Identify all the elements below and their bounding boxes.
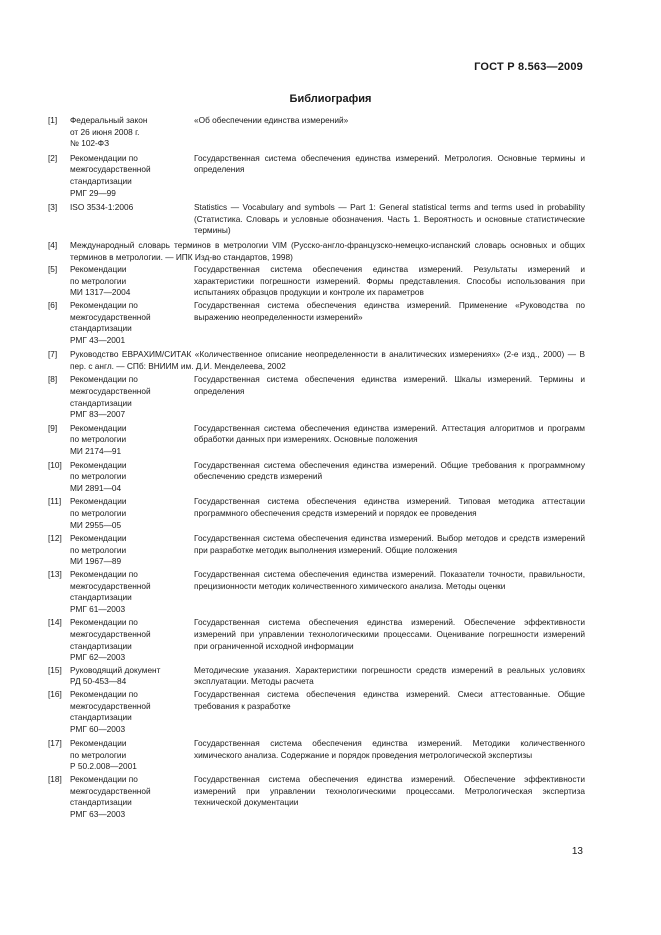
source-line: РМГ 29—99 <box>70 187 116 198</box>
entry-number: [4] <box>48 239 58 250</box>
entry-number: [9] <box>48 422 58 433</box>
entry-number: [2] <box>48 152 58 163</box>
entry-number: [5] <box>48 264 58 275</box>
source-line: Федеральный закон <box>70 115 148 125</box>
entry-number: [15] <box>48 664 62 675</box>
page-title: Библиография <box>289 93 372 105</box>
entry-number: [3] <box>48 202 58 213</box>
source-line: РМГ 63—2003 <box>70 808 126 819</box>
source-line: РМГ 43—2001 <box>70 334 126 345</box>
entry-source <box>70 300 194 346</box>
source-line: Рекомендации по <box>70 152 138 163</box>
source-line: Р 50.2.008—2001 <box>70 761 137 772</box>
entry-number: [8] <box>48 374 58 385</box>
source-line: межгосударственной <box>70 700 151 711</box>
bibliography-entry <box>48 423 585 458</box>
entry-description: Государственная система обеспечения единства измерений. Методики количественного химического анализа. Содержание и порядок проведения метрологической экспертизы <box>194 738 585 760</box>
source-line: межгосударственной <box>70 386 151 397</box>
entry-description: Государственная система обеспечения единства измерений. Выбор методов и средств измерений при разработке методик выполнения измерений. Общие положения <box>194 533 585 555</box>
bibliography-entry <box>48 460 585 495</box>
bibliography-entry <box>48 569 585 615</box>
entry-source <box>70 202 194 237</box>
entry-description: Государственная система обеспечения единства измерений. Результаты измерений и характеристики погрешности измерений. Формы представления. Способы использования при испытаниях образцов продукции и контроле их параметров <box>194 264 585 298</box>
entry-source <box>70 617 194 663</box>
source-line: межгосударственной <box>70 164 151 175</box>
entry-source <box>70 738 194 773</box>
source-line: межгосударственной <box>70 628 151 639</box>
source-line: РМГ 62—2003 <box>70 652 126 663</box>
entry-number: [17] <box>48 738 62 749</box>
source-line: ISO 3534-1:2006 <box>70 202 134 213</box>
bibliography-entry <box>48 738 585 773</box>
standard-header: ГОСТ Р 8.563—2009 <box>474 61 583 73</box>
entry-source <box>70 774 194 820</box>
source-line: МИ 2174—91 <box>70 446 122 457</box>
source-line: РМГ 61—2003 <box>70 603 126 614</box>
entry-number: [18] <box>48 774 62 785</box>
entry-number: [10] <box>48 459 62 470</box>
bibliography-entry <box>48 374 585 420</box>
source-line: Рекомендации <box>70 496 127 507</box>
entry-description: Государственная система обеспечения единства измерений. Типовая методика аттестации программного обеспечения средств измерений и порядок ее проведения <box>194 496 585 518</box>
source-line: РМГ 60—2003 <box>70 723 126 734</box>
entry-source <box>70 264 194 299</box>
entry-source <box>70 423 194 458</box>
entry-full-text: Международный словарь терминов в метрологии VIM (Русско-англо-французско-немецко-испанский словарь основных и общих терминов в метрологии. — ИПК Изд-во стандартов, 1998) <box>70 239 585 262</box>
page-number: 13 <box>571 846 583 857</box>
source-line: Рекомендации <box>70 459 127 470</box>
bibliography-entry <box>48 689 585 735</box>
source-line: Рекомендации по <box>70 299 138 310</box>
source-line: стандартизации <box>70 323 132 334</box>
entry-description: Государственная система обеспечения единства измерений. Метрология. Основные термины и определения <box>194 152 585 175</box>
entry-description: Государственная система обеспечения единства измерений. Обеспечение эффективности измерений при управлении технологическими процессами. Метрологическая экспертиза технической документации <box>194 774 585 808</box>
source-line: Рекомендации <box>70 738 127 749</box>
entry-description: Государственная система обеспечения единства измерений. Смеси аттестованные. Общие требования к разработке <box>194 688 585 711</box>
source-line: по метрологии <box>70 544 127 555</box>
entry-number: [13] <box>48 568 62 579</box>
source-line: Рекомендации по <box>70 617 138 628</box>
source-line: Рекомендации по <box>70 374 138 385</box>
entry-description: Государственная система обеспечения единства измерений. Аттестация алгоритмов и программ обработки данных при измерениях. Основные положения <box>194 422 585 445</box>
source-line: Рекомендации <box>70 533 127 544</box>
entry-source <box>70 460 194 495</box>
bibliography-entry <box>48 264 585 299</box>
entry-number: [11] <box>48 496 62 507</box>
source-line: МИ 2955—05 <box>70 519 122 530</box>
source-line: № 102-ФЗ <box>70 138 110 149</box>
entry-source <box>70 533 194 568</box>
entry-number: [6] <box>48 299 58 310</box>
source-line: стандартизации <box>70 640 132 651</box>
source-line: Рекомендации по <box>70 774 138 785</box>
entry-source <box>70 115 194 150</box>
source-line: Руководящий документ <box>70 664 161 675</box>
source-line: МИ 2891—04 <box>70 482 122 493</box>
source-line: МИ 1317—2004 <box>70 287 131 298</box>
source-line: от 26 июня 2008 г. <box>70 126 140 137</box>
source-line: Рекомендации <box>70 422 127 433</box>
bibliography-entry <box>48 665 585 688</box>
bibliography-list <box>48 115 585 820</box>
bibliography-entry <box>48 533 585 568</box>
source-line: стандартизации <box>70 712 132 723</box>
source-line: Рекомендации по <box>70 568 138 579</box>
source-line: стандартизации <box>70 397 132 408</box>
bibliography-entry <box>48 115 585 150</box>
source-line: по метрологии <box>70 508 127 518</box>
entry-description: Государственная система обеспечения единства измерений. Обеспечение эффективности измерений при управлении технологическими процессами. Оценивание погрешности измерений при ограниченной исходной информации <box>194 617 585 651</box>
source-line: РМГ 83—2007 <box>70 409 126 420</box>
source-line: по метрологии <box>70 434 127 445</box>
source-line: РД 50-453—84 <box>70 676 127 687</box>
source-line: межгосударственной <box>70 311 151 322</box>
bibliography-entry <box>48 202 585 237</box>
source-line: межгосударственной <box>70 785 151 796</box>
entry-description: Государственная система обеспечения единства измерений. Показатели точности, правильности, прецизионности методик количественного химического анализа. Методы оценки <box>194 568 585 591</box>
entry-number: [16] <box>48 688 62 699</box>
entry-description: Методические указания. Характеристики погрешности средств измерений в реальных условиях эксплуатации. Методы расчета <box>194 664 585 687</box>
source-line: по метрологии <box>70 749 127 760</box>
source-line: по метрологии <box>70 275 127 286</box>
entry-source <box>70 569 194 615</box>
entry-source <box>70 153 194 199</box>
entry-description: «Об обеспечении единства измерений» <box>194 115 349 125</box>
source-line: стандартизации <box>70 175 132 186</box>
entry-number: [14] <box>48 617 62 628</box>
bibliography-entry <box>48 240 585 263</box>
entry-source <box>70 665 194 688</box>
entry-source <box>70 689 194 735</box>
entry-number: [1] <box>48 115 58 125</box>
entry-source <box>70 374 194 420</box>
source-line: МИ 1967—89 <box>70 556 122 567</box>
entry-full-text: Руководство ЕВРАХИМ/СИТАК «Количественное описание неопределенности в аналитических измерениях» (2-е изд., 2000) — В пер. с англ. — СПб: ВНИИМ им. Д.И. Менделеева, 2002 <box>70 349 585 371</box>
entry-description: Государственная система обеспечения единства измерений. Применение «Руководства по выражению неопределенности измерений» <box>194 299 585 322</box>
entry-number: [7] <box>48 349 58 360</box>
bibliography-entry <box>48 153 585 199</box>
entry-description: Государственная система обеспечения единства измерений. Общие требования к программному обеспечению средств измерений <box>194 459 585 482</box>
entry-source <box>70 496 194 531</box>
source-line: по метрологии <box>70 471 127 482</box>
source-line: Рекомендации по <box>70 688 138 699</box>
source-line: стандартизации <box>70 797 132 808</box>
source-line: межгосударственной <box>70 580 151 591</box>
entry-number: [12] <box>48 533 62 544</box>
bibliography-entry <box>48 349 585 372</box>
bibliography-entry <box>48 300 585 346</box>
source-line: Рекомендации <box>70 264 127 275</box>
bibliography-entry <box>48 617 585 663</box>
bibliography-entry <box>48 774 585 820</box>
source-line: стандартизации <box>70 592 132 603</box>
bibliography-entry <box>48 496 585 531</box>
entry-description: Statistics — Vocabulary and symbols — Part 1: General statistical terms and terms used in probability (Статистика. Словарь и условные обозначения. Часть 1. Вероятность и основные статистические термины) <box>194 202 585 236</box>
entry-description: Государственная система обеспечения единства измерений. Шкалы измерений. Термины и определения <box>194 374 585 397</box>
